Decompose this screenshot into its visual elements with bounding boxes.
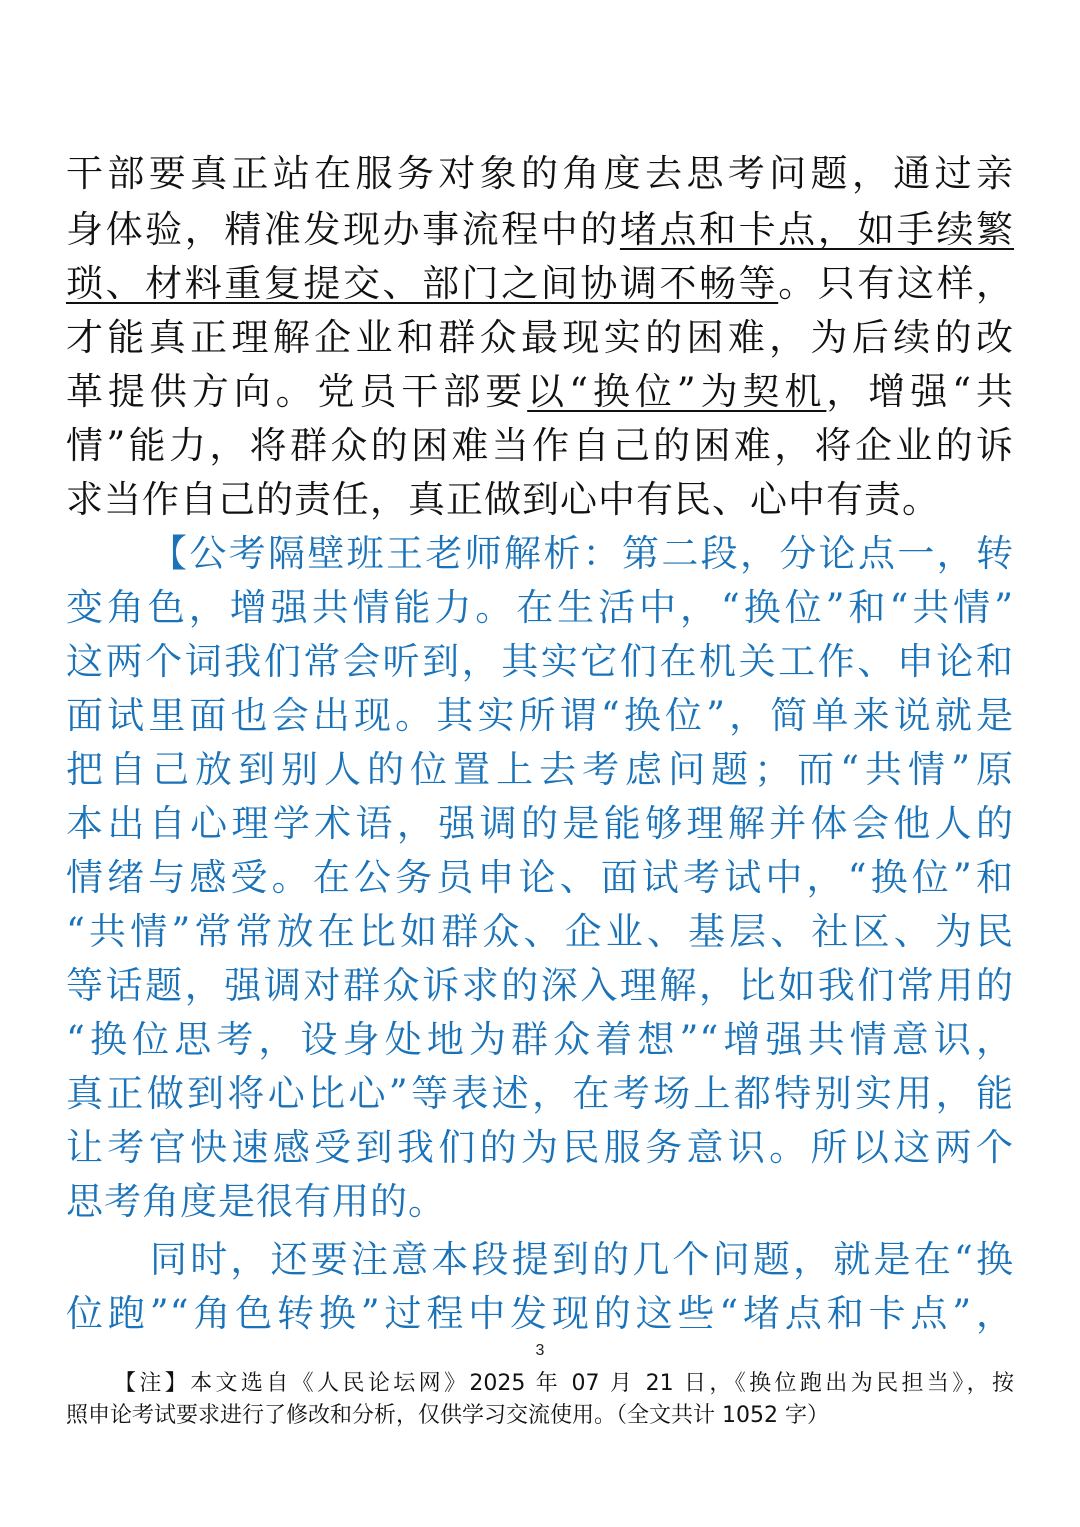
paragraph3-line1: 同时，还要注意本段提到的几个问题，就是在“换 [150, 1238, 1014, 1281]
paragraph3-line2: 位跑”“角色转换”过程中发现的这些“堵点和卡点”， [66, 1292, 1014, 1335]
analysis-line: 思考角度是很有用的。 [66, 1180, 446, 1223]
underlined-phrase-blockages: 堵点和卡点，如手续繁 [619, 208, 1015, 251]
analysis-line: 让考官快速感受到我们的为民服务意识。所以这两个 [66, 1126, 1014, 1169]
paragraph1-line5 [66, 364, 1014, 420]
paragraph1-line7: 求当作自己的责任，真正做到心中有民、心中有责。 [66, 478, 940, 521]
analysis-line: 真正做到将心比心”等表述，在考场上都特别实用，能 [66, 1072, 1014, 1115]
analysis-line: 把自己放到别人的位置上去考虑问题；而“共情”原 [66, 748, 1014, 791]
analysis-line: 面试里面也会出现。其实所谓“换位”，简单来说就是 [66, 694, 1014, 737]
paragraph1-line6: 情”能力，将群众的困难当作自己的困难，将企业的诉 [66, 424, 1014, 467]
footnote-line1: 【注】本文选自《人民论坛网》2025 年 07 月 21 日，《换位跑出为民担当》，按 [114, 1371, 1014, 1396]
analysis-line: 情绪与感受。在公务员申论、面试考试中，“换位”和 [66, 856, 1014, 899]
paragraph1-line3 [66, 256, 1014, 312]
footnote-line2: 照申论考试要求进行了修改和分析，仅供学习交流使用。（全文共计 1052 字） [66, 1403, 829, 1428]
paragraph1-line4: 才能真正理解企业和群众最现实的困难，为后续的改 [66, 316, 1014, 359]
paragraph1-line2-text: 身体验，精准发现办事流程中的 [66, 208, 620, 251]
paragraph1-line3-text: 。只有这样， [778, 262, 1015, 305]
analysis-line: 本出自心理学术语，强调的是能够理解并体会他人的 [66, 802, 1014, 845]
paragraph1-line5-text-a: 革提供方向。党员干部要 [66, 370, 528, 413]
analysis-line: 变角色，增强共情能力。在生活中，“换位”和“共情” [66, 586, 1014, 629]
paragraph1-line5-text-b: ，增强“共 [826, 370, 1014, 413]
paragraph1-line1: 干部要真正站在服务对象的角度去思考问题，通过亲 [66, 152, 1014, 195]
analysis-line: 【公考隔壁班王老师解析：第二段，分论点一，转 [150, 532, 1014, 575]
analysis-line: 等话题，强调对群众诉求的深入理解，比如我们常用的 [66, 964, 1014, 1007]
page-number: 3 [535, 1342, 545, 1359]
paragraph1-line2 [66, 202, 1014, 258]
analysis-line: 这两个词我们常会听到，其实它们在机关工作、申论和 [66, 640, 1014, 683]
analysis-line: “换位思考，设身处地为群众着想”“增强共情意识， [66, 1018, 1014, 1061]
analysis-line: “共情”常常放在比如群众、企业、基层、社区、为民 [66, 910, 1014, 953]
underlined-phrase-opportunity: 以“换位”为契机 [527, 370, 827, 413]
underlined-phrase-examples: 琐、材料重复提交、部门之间协调不畅等 [66, 262, 779, 305]
